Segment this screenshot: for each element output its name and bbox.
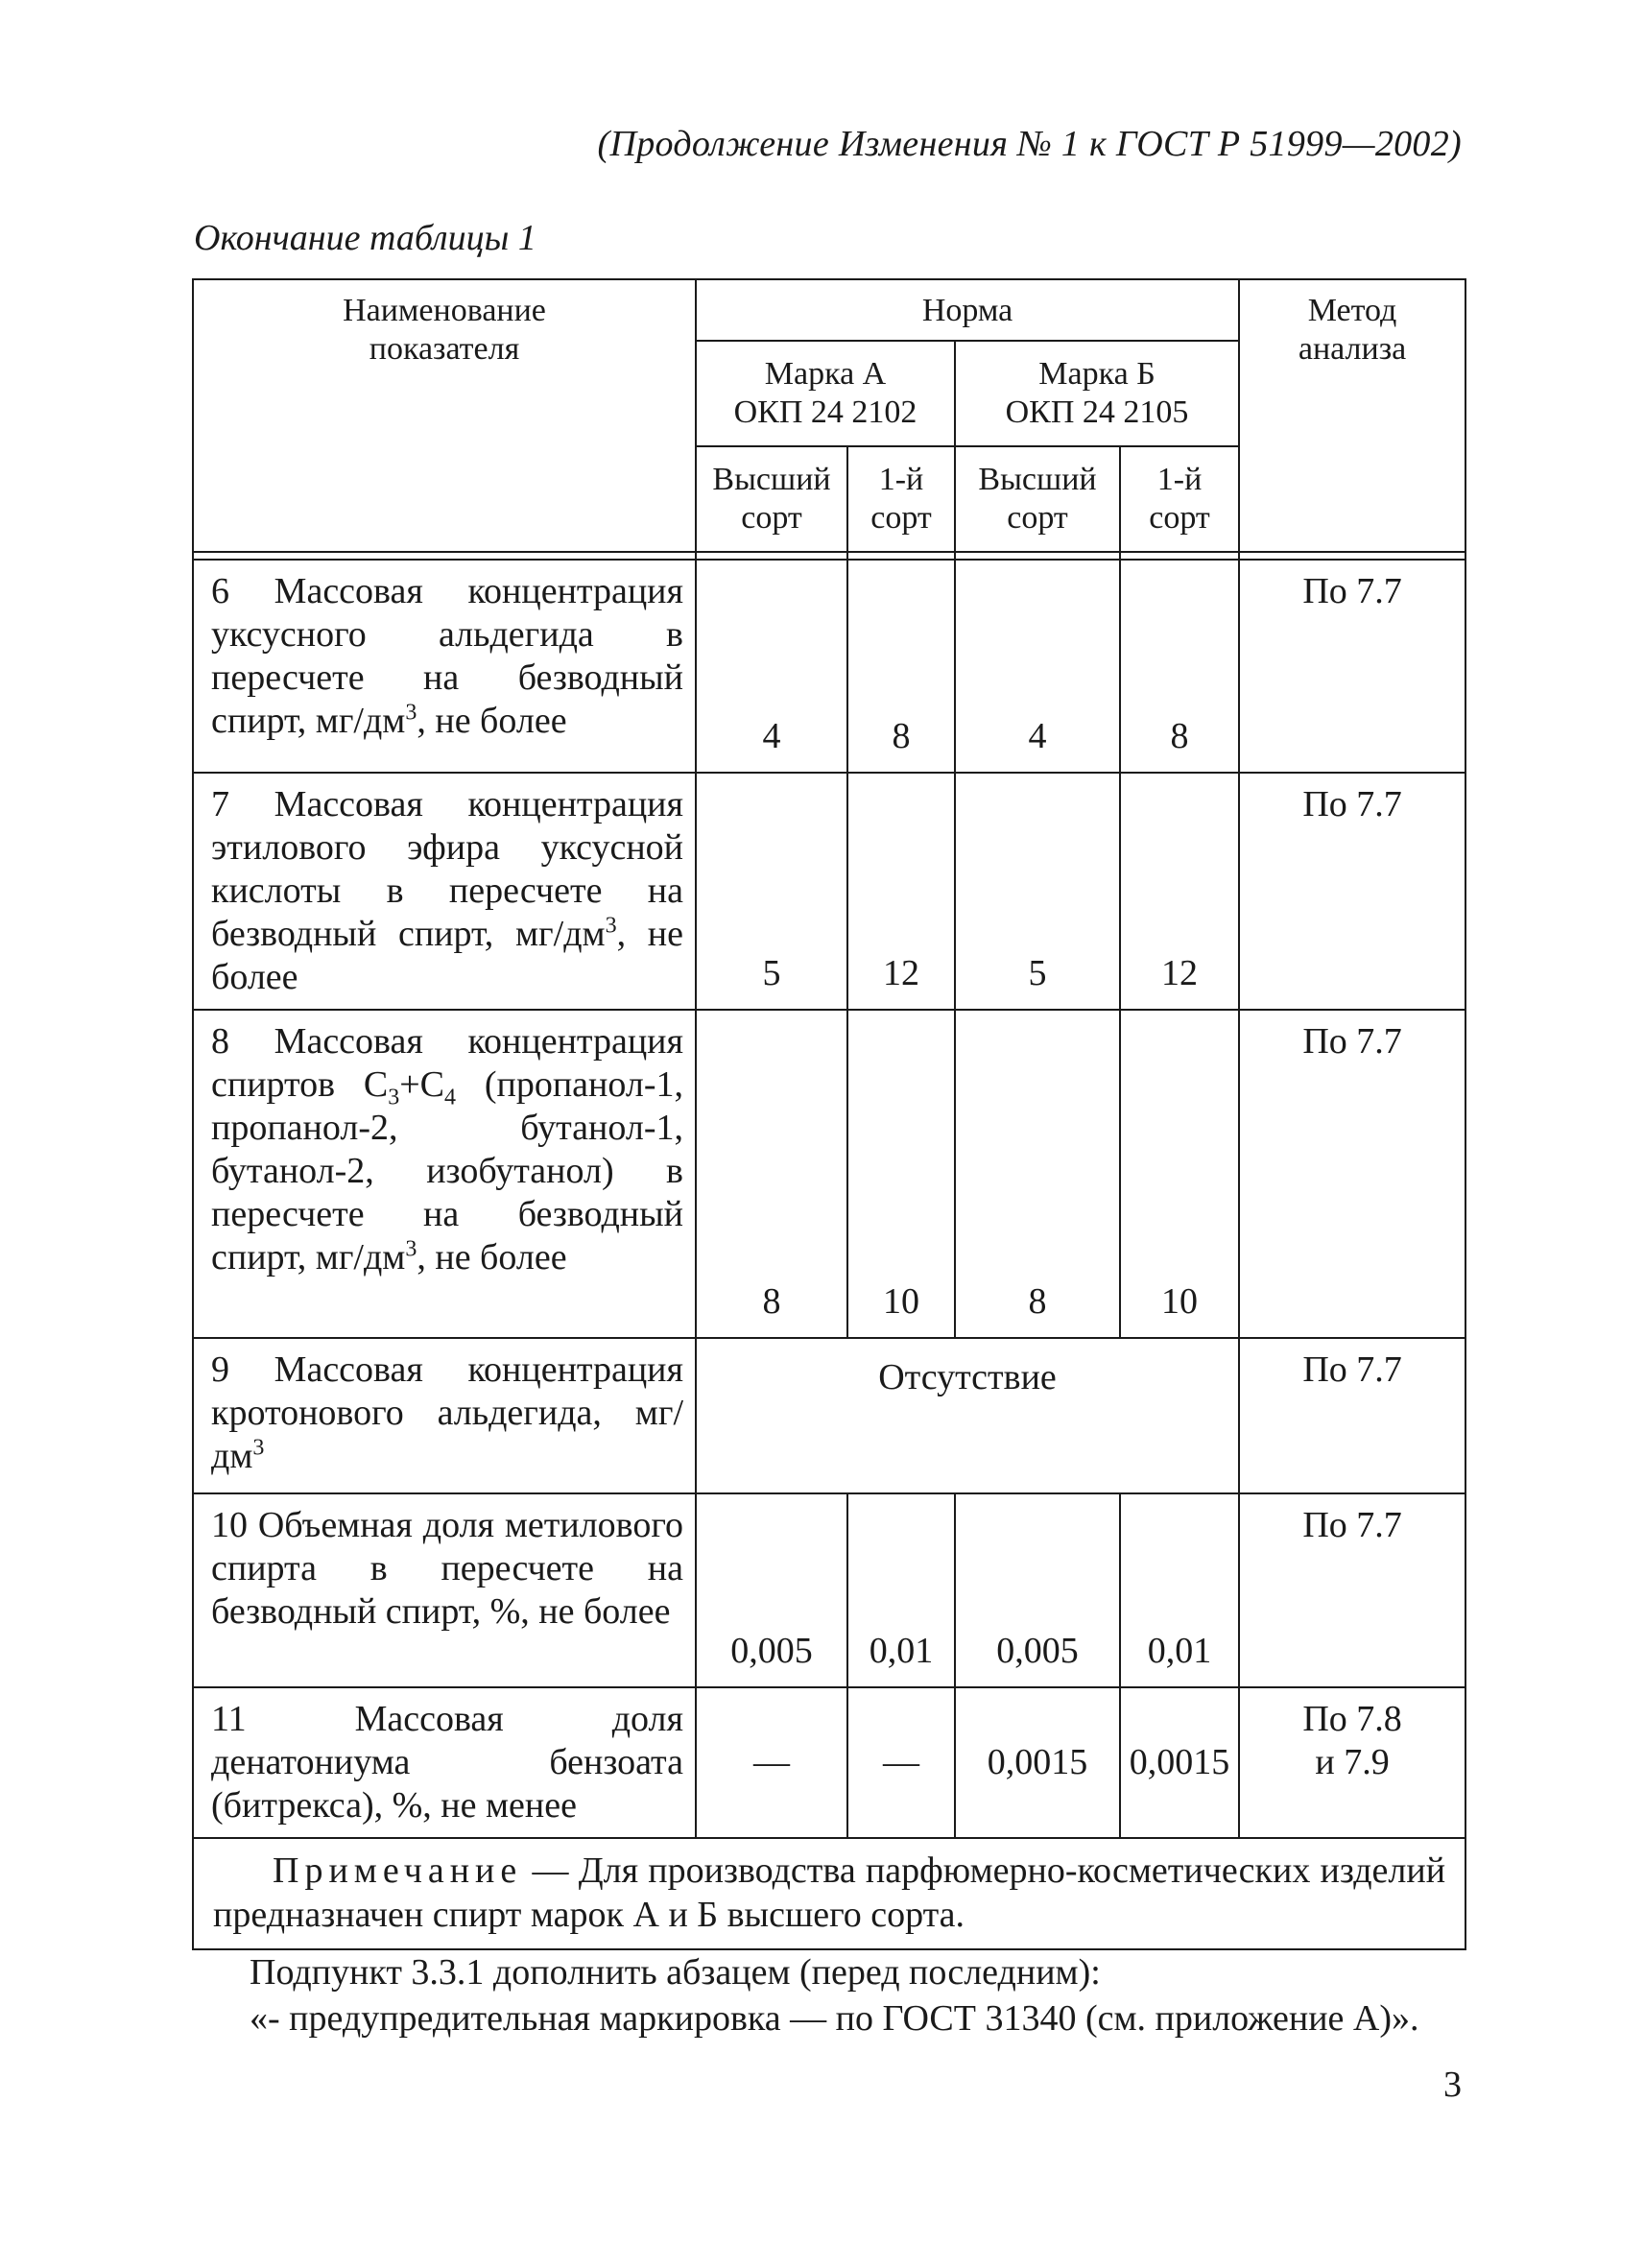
- grade-label: сорт: [1007, 500, 1068, 536]
- page-number: 3: [1443, 2065, 1462, 2105]
- row-11-b-high: 0,0015: [955, 1687, 1120, 1838]
- table-row: [193, 1338, 1465, 1493]
- header-grade-b-first: [1120, 446, 1239, 552]
- paragraph-subclause: Подпункт 3.3.1 дополнить абзацем (перед последним):: [250, 1952, 1101, 1993]
- spirit-norms-table: [192, 278, 1466, 1950]
- header-name-line1: Наименование: [343, 293, 546, 328]
- grade-label: Высший: [712, 462, 831, 497]
- grade-label: сорт: [870, 500, 932, 536]
- row-9-absence: Отсутствие: [696, 1338, 1239, 1493]
- note-text: — Для производства парфюмерно-косметических изделий предназначен спирт марок А и Б высшего сорта.: [213, 1850, 1446, 1935]
- note-label: Примечание: [273, 1850, 523, 1891]
- row-8-method: По 7.7: [1239, 1010, 1465, 1338]
- row-7-method: По 7.7: [1239, 773, 1465, 1010]
- row-8-b-first: 10: [1120, 1010, 1239, 1338]
- header-grade-b-high: [955, 446, 1120, 552]
- row-9-method: По 7.7: [1239, 1338, 1465, 1493]
- row-11-b-first: 0,0015: [1120, 1687, 1239, 1838]
- row-10-name: 10 Объемная доля метилового спирта в пересчете на безводный спирт, %, не более: [193, 1493, 696, 1687]
- row-7-name: 7 Массовая концентрация этилового эфира уксусной кислоты в пересчете на безводный спирт, $мг/дм^3$, не более: [193, 773, 696, 1010]
- grade-label: Высший: [978, 462, 1097, 497]
- mark-a-okp: ОКП 24 2102: [733, 394, 917, 430]
- header-mark-a: [696, 341, 955, 446]
- row-10-a-high: 0,005: [696, 1493, 847, 1687]
- header-norma: Норма: [696, 279, 1239, 341]
- row-10-method: По 7.7: [1239, 1493, 1465, 1687]
- grade-label: 1-й: [1156, 462, 1203, 497]
- table-note-row: [193, 1838, 1465, 1949]
- header-grade-a-first: [847, 446, 955, 552]
- mark-b-title: Марка Б: [1038, 356, 1156, 392]
- grade-label: сорт: [741, 500, 802, 536]
- table-row: [193, 773, 1465, 1010]
- table-note: [193, 1838, 1465, 1949]
- row-10-b-first: 0,01: [1120, 1493, 1239, 1687]
- table-row: [193, 1493, 1465, 1687]
- row-7-b-first: 12: [1120, 773, 1239, 1010]
- row-7-b-high: 5: [955, 773, 1120, 1010]
- header-method-line2: анализа: [1298, 331, 1407, 367]
- mark-b-okp: ОКП 24 2105: [1005, 394, 1189, 430]
- row-6-method: По 7.7: [1239, 560, 1465, 773]
- method-line: и 7.9: [1315, 1742, 1390, 1782]
- method-line: По 7.8: [1302, 1699, 1402, 1739]
- header-grade-a-high: [696, 446, 847, 552]
- paragraph-marking: «- предупредительная маркировка — по ГОСТ 31340 (см. приложение А)».: [250, 1998, 1419, 2039]
- header-name-line2: показателя: [369, 331, 520, 367]
- row-10-a-first: 0,01: [847, 1493, 955, 1687]
- row-9-name: 9 Массовая концентрация кротонового альдегида, $мг/дм^3$: [193, 1338, 696, 1493]
- row-6-b-high: 4: [955, 560, 1120, 773]
- row-8-a-first: 10: [847, 1010, 955, 1338]
- row-11-name: 11 Массовая доля денатониума бензоата (битрекса), %, не менее: [193, 1687, 696, 1838]
- page-header: (Продолжение Изменения № 1 к ГОСТ Р 51999—2002): [597, 124, 1462, 164]
- row-6-a-first: 8: [847, 560, 955, 773]
- row-6-b-first: 8: [1120, 560, 1239, 773]
- header-name-cell: [193, 279, 696, 552]
- grade-label: сорт: [1149, 500, 1210, 536]
- row-6-a-high: 4: [696, 560, 847, 773]
- row-7-a-first: 12: [847, 773, 955, 1010]
- header-separator: [193, 552, 1465, 560]
- row-11-a-high: —: [696, 1687, 847, 1838]
- row-8-a-high: 8: [696, 1010, 847, 1338]
- row-11-a-first: —: [847, 1687, 955, 1838]
- row-7-a-high: 5: [696, 773, 847, 1010]
- table-row: [193, 1010, 1465, 1338]
- header-mark-b: [955, 341, 1239, 446]
- row-8-b-high: 8: [955, 1010, 1120, 1338]
- row-6-name: 6 Массовая концентрация уксусного альдегида в пересчете на безводный спирт, $мг/дм^3$, не более: [193, 560, 696, 773]
- header-method-cell: [1239, 279, 1465, 552]
- row-10-b-high: 0,005: [955, 1493, 1120, 1687]
- header-method-line1: Метод: [1307, 293, 1397, 328]
- grade-label: 1-й: [878, 462, 924, 497]
- table-row: [193, 560, 1465, 773]
- table-caption: Окончание таблицы 1: [194, 218, 536, 258]
- mark-a-title: Марка А: [764, 356, 887, 392]
- table-row: [193, 1687, 1465, 1838]
- row-8-name: 8 Массовая концентрация спиртов $С_3+С_4$ (пропанол-1, пропанол-2, бутанол-1, бутанол-2, изобутанол) в пересчете на безводный спирт, $мг/дм^3$, не более: [193, 1010, 696, 1338]
- row-11-method: [1239, 1687, 1465, 1838]
